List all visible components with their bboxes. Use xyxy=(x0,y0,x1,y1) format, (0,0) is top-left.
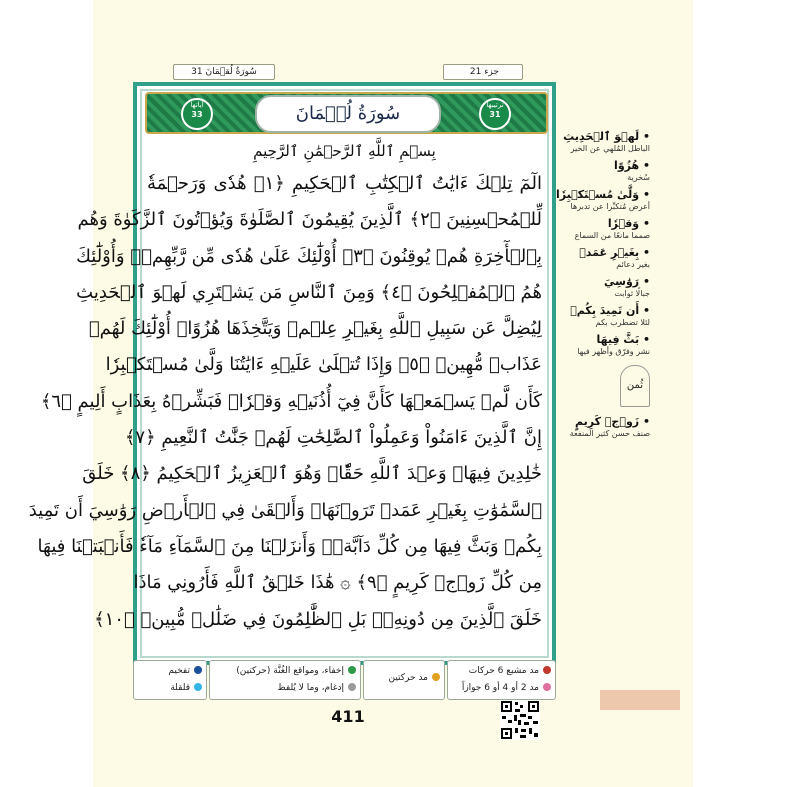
legend-dot xyxy=(194,666,202,674)
glossary-word: • هُزُوًا xyxy=(614,159,650,172)
glossary-word: • زَوۡجٖ كَرِيمٍ xyxy=(575,415,650,428)
quran-page-frame xyxy=(28,82,556,665)
legend-label: إخفاء، ومواقع الغُنَّة (حركتين) xyxy=(236,666,344,676)
ayat-count-badge xyxy=(181,98,213,130)
order-badge xyxy=(479,98,511,130)
glossary-meaning: سُخرية xyxy=(627,173,650,182)
legend-label: تفخيم xyxy=(168,666,190,676)
legend-item xyxy=(170,683,202,693)
legend-label: مد حركتين xyxy=(388,673,428,683)
verse-line: كَأَن لَّمۡ يَسۡمَعۡهَا كَأَنَّ فِيٓ أُذُنَيۡهِ وَقۡرٗاۖ فَبَشِّرۡهُ بِعَذَابٍ أَلِيمٍ ﴿٦﴾ xyxy=(40,390,542,412)
page-number: 411 xyxy=(331,707,365,726)
verses-block xyxy=(28,166,542,638)
legend-label: قلقلة xyxy=(170,683,190,693)
tajweed-legend xyxy=(133,660,556,700)
legend-box xyxy=(363,660,445,700)
legend-label: إدغام، وما لا يُلفظ xyxy=(277,683,344,693)
glossary-meaning: بغير دعائم xyxy=(616,260,650,269)
verse-line: الٓمٓ تِلۡكَ ءَايَٰتُ ٱلۡكِتَٰبِ ٱلۡحَكِيمِ ﴿١﴾ هُدٗى وَرَحۡمَةٗ xyxy=(147,173,542,194)
legend-item xyxy=(168,666,202,676)
order-num: 31 xyxy=(489,110,501,119)
glossary-word: • وَلَّىٰ مُسۡتَكۡبِرٗا xyxy=(556,188,650,201)
glossary-meaning: صنف حسن كثير المنفعة xyxy=(569,429,650,438)
surah-banner xyxy=(145,92,548,134)
glossary-word: • لَهۡوَ ٱلۡحَدِيثِ xyxy=(563,130,650,143)
glossary-item xyxy=(556,188,650,212)
glossary-meaning: لئلا تضطرب بكم xyxy=(595,318,650,327)
verse-line: عَذَابٞ مُّهِينٞ ﴿٥﴾ وَإِذَا تُتۡلَىٰ عَلَيۡهِ ءَايَٰتُنَا وَلَّىٰ مُسۡتَكۡبِرٗا xyxy=(105,354,542,376)
glossary-item xyxy=(556,159,650,183)
ayat-label: آياتها xyxy=(190,101,204,109)
page-header xyxy=(133,64,549,80)
order-label: ترتيبها xyxy=(486,101,504,109)
legend-dot xyxy=(348,683,356,691)
verse-line: إِنَّ ٱلَّذِينَ ءَامَنُواْ وَعَمِلُواْ ٱلصَّٰلِحَٰتِ لَهُمۡ جَنَّٰتُ ٱلنَّعِيمِ ﴿٧﴾ xyxy=(124,427,542,449)
legend-item xyxy=(388,673,440,683)
ayat-num: 33 xyxy=(191,110,203,119)
legend-box xyxy=(447,660,556,700)
glossary-word: • رَوَٰسِيَ xyxy=(604,275,650,288)
legend-box xyxy=(133,660,207,700)
verse-line: ٱلسَّمَٰوَٰتِ بِغَيۡرِ عَمَدٖ تَرَوۡنَهَاۖ وَأَلۡقَىٰ فِي ٱلۡأَرۡضِ رَوَٰسِيَ أَن تَمِيدَ xyxy=(28,499,542,521)
glossary-meaning: جبالًا ثوابت xyxy=(614,289,650,298)
glossary-item xyxy=(556,246,650,270)
verse-line: هُمُ ٱلۡمُفۡلِحُونَ ﴿٤﴾ وَمِنَ ٱلنَّاسِ مَن يَشۡتَرِي لَهۡوَ ٱلۡحَدِيثِ xyxy=(76,281,542,303)
glossary-word: • بَثَّ فِيهَا xyxy=(596,333,650,346)
glossary-item xyxy=(556,415,650,439)
legend-dot xyxy=(543,683,551,691)
legend-item xyxy=(469,666,551,676)
legend-item xyxy=(236,666,356,676)
side-tab-marker xyxy=(600,690,680,710)
verse-line: خَٰلِدِينَ فِيهَاۖ وَعۡدَ ٱللَّهِ حَقّٗاۚ وَهُوَ ٱلۡعَزِيزُ ٱلۡحَكِيمُ ﴿٨﴾ خَلَقَ xyxy=(82,463,542,485)
verse-line: مِن كُلِّ زَوۡجٖ كَرِيمٍ ﴿٩﴾ ۞ هَٰذَا خَلۡقُ ٱللَّهِ فَأَرُونِي مَاذَا xyxy=(133,572,542,594)
verse-line: بِٱلۡأٓخِرَةِ هُمۡ يُوقِنُونَ ﴿٣﴾ أُوْلَٰٓئِكَ عَلَىٰ هُدٗى مِّن رَّبِّهِمۡۖ وَأُوْلَٰٓئِكَ xyxy=(76,245,542,267)
glossary-item xyxy=(556,275,650,299)
glossary-meaning: صمما مانعًا من السماع xyxy=(574,231,650,240)
glossary-meaning: الباطل المُلهي عن الخير xyxy=(570,144,650,153)
legend-dot xyxy=(194,683,202,691)
verse-line: خَلَقَ ٱلَّذِينَ مِن دُونِهِۦۚ بَلِ ٱلظَّٰلِمُونَ فِي ضَلَٰلٖ مُّبِينٖ ﴿١٠﴾ xyxy=(94,608,542,630)
glossary-item xyxy=(556,217,650,241)
legend-dot xyxy=(348,666,356,674)
rub-marker: ثُمن xyxy=(620,365,650,407)
basmala: بِسۡمِ ٱللَّهِ ٱلرَّحۡمَٰنِ ٱلرَّحِيمِ xyxy=(253,142,436,160)
glossary-word: • وَقۡرٗا xyxy=(607,217,650,230)
glossary-word: • بِغَيۡرِ عَمَدٖ xyxy=(579,246,650,259)
legend-box xyxy=(209,660,361,700)
glossary-meaning: أعرض مُتكبِّرا عن تدبرها xyxy=(570,202,650,211)
legend-label: مد مشبع 6 حركات xyxy=(468,666,539,676)
glossary-item xyxy=(556,304,650,328)
legend-item xyxy=(277,683,356,693)
qr-code-icon[interactable] xyxy=(500,700,540,740)
verse-line: لِيُضِلَّ عَن سَبِيلِ ٱللَّهِ بِغَيۡرِ عِلۡمٖ وَيَتَّخِذَهَا هُزُوًاۚ أُوْلَٰٓئِكَ لَهُمۡ xyxy=(88,318,542,340)
glossary-margin xyxy=(556,130,650,444)
legend-label: مد 2 أو 4 أو 6 جوازاً xyxy=(461,683,539,693)
legend-dot xyxy=(432,673,440,681)
juz-header-label: جزء 21 xyxy=(443,64,523,80)
glossary-meaning: نشر وفرّق وأظهر فيها xyxy=(577,347,650,356)
glossary-item xyxy=(556,333,650,357)
legend-item xyxy=(462,683,551,693)
verse-line: بِكُمۡ وَبَثَّ فِيهَا مِن كُلِّ دَآبَّةٖۚ وَأَنزَلۡنَا مِنَ ٱلسَّمَآءِ مَآءٗ فَأَنۢبَتۡنَا فِيهَا xyxy=(37,535,542,557)
surah-title: سُورَةُ لُقۡمَانَ xyxy=(255,95,441,133)
legend-dot xyxy=(543,666,551,674)
glossary-item xyxy=(556,130,650,154)
glossary-word: • أَن تَمِيدَ بِكُمۡ xyxy=(570,304,650,317)
surah-header-label: سُورَةُ لُقۡمَانَ 31 xyxy=(173,64,275,80)
verse-line: لِّلۡمُحۡسِنِينَ ﴿٢﴾ ٱلَّذِينَ يُقِيمُونَ ٱلصَّلَوٰةَ وَيُؤۡتُونَ ٱلزَّكَوٰةَ وَهُم xyxy=(77,209,542,231)
